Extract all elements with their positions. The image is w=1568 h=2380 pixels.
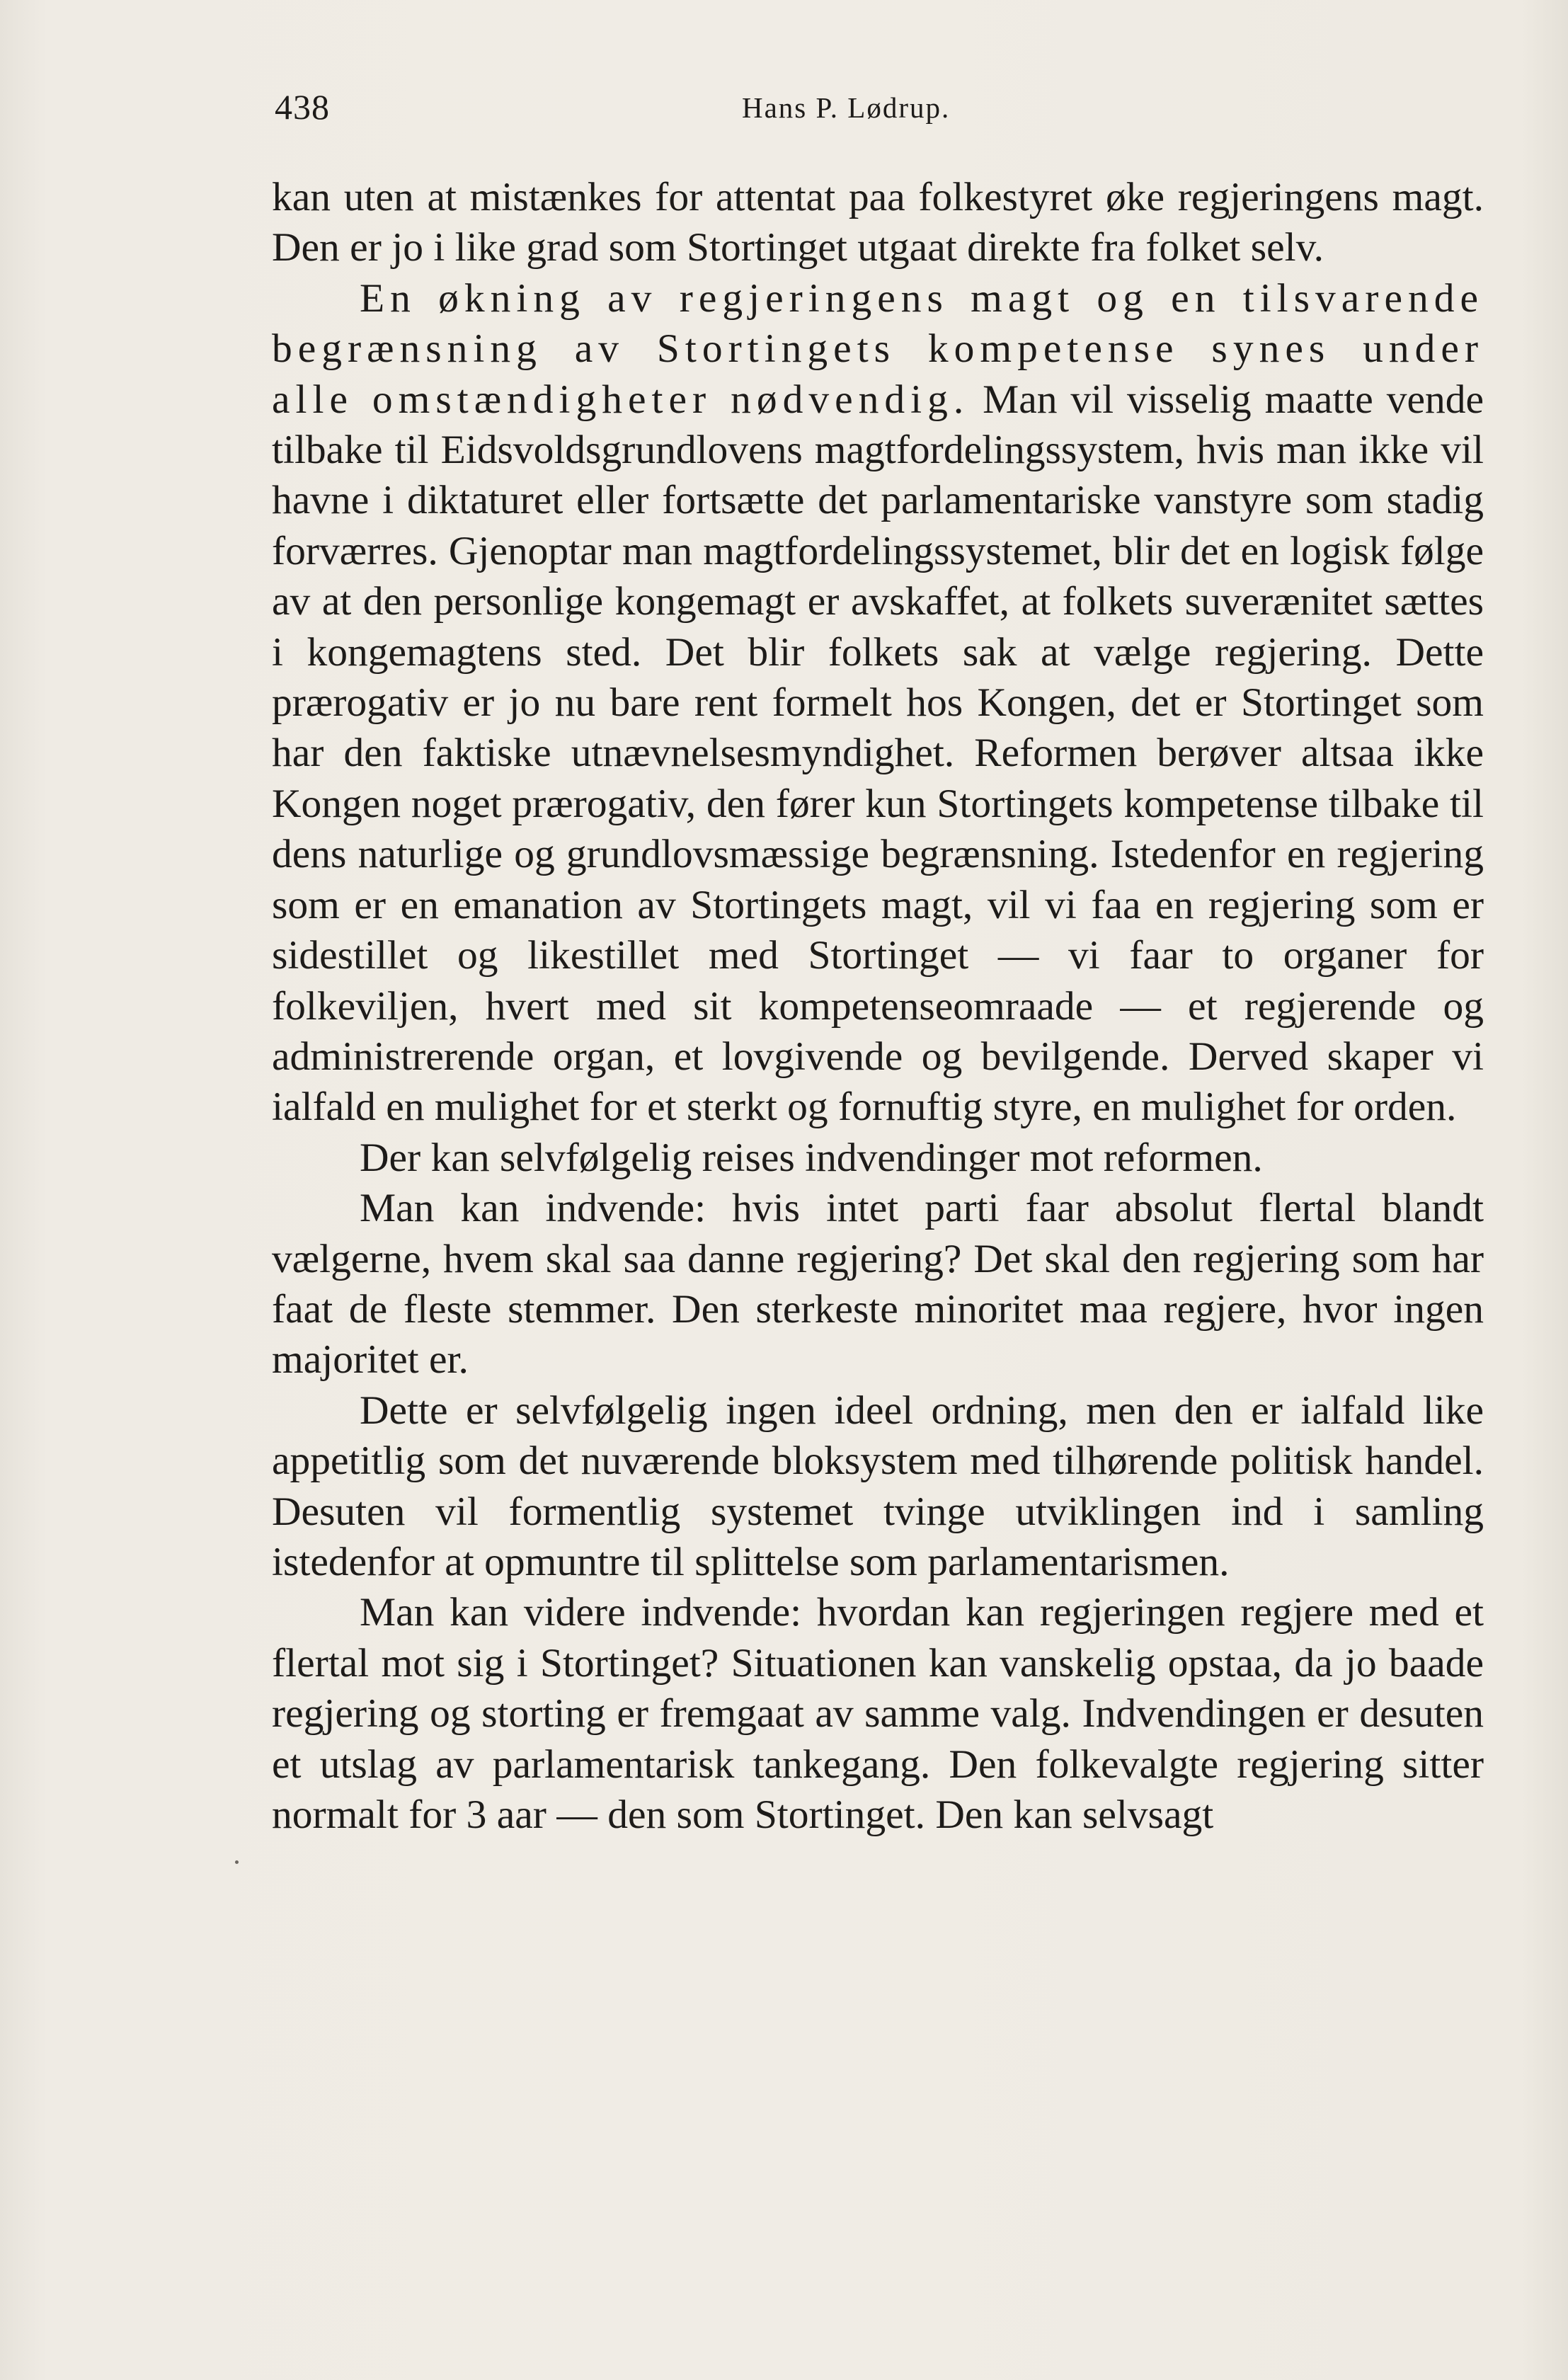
body-text (272, 172, 1484, 1840)
spaced-emphasis: En økning av regjeringens magt og en tilsvarende begrænsning av Stortingets kompetense synes under alle omstændigheter nødvendig. (272, 275, 1484, 422)
paragraph: Dette er selvfølgelig ingen ideel ordning, men den er ialfald like appetitlig som det nuværende bloksystem med tilhørende politisk handel. Desuten vil formentlig systemet tvinge utviklingen ind i samling istedenfor at opmuntre til splittelse som parlamentarismen. (272, 1388, 1484, 1584)
paragraph-continuation: Man vil visselig maatte vende tilbake til Eidsvoldsgrundlovens magtfordelingssystem, hvis man ikke vil havne i diktaturet eller fortsætte det parlamentariske vanstyre som stadig forværres. Gjenoptar man magtfordelingssystemet, blir det en logisk følge av at den personlige kongemagt er avskaffet, at folkets suverænitet sættes i kongemagtens sted. Det blir folkets sak at vælge regjering. Dette prærogativ er jo nu bare rent formelt hos Kongen, det er Stortinget som har den faktiske utnævnelsesmyndighet. Reformen berøver altsaa ikke Kongen noget prærogativ, den fører kun Stortingets kompetense tilbake til dens naturlige og grundlovsmæssige begrænsning. Istedenfor en regjering som er en emanation av Stortingets magt, vil vi faa en regjering som er sidestillet og likestillet med Stortinget — vi faar to organer for folkeviljen, hvert med sit kompetenseomraade — et regjerende og administrerende organ, et lovgivende og bevilgende. Derved skaper vi ialfald en mulighet for et sterkt og fornuftig styre, en mulighet for orden. (272, 377, 1484, 1130)
running-title: Hans P. Lødrup. (742, 91, 951, 124)
paragraph: kan uten at mistænkes for attentat paa folkestyret øke regjeringens magt. Den er jo i like grad som Stortinget utgaat direkte fra folket selv. (272, 175, 1484, 270)
running-head (275, 86, 1484, 143)
paragraph: Der kan selvfølgelig reises indvendinger mot reformen. (360, 1135, 1263, 1180)
page-number: 438 (275, 87, 330, 127)
margin-dot (235, 1860, 239, 1864)
paragraph: Man kan videre indvende: hvordan kan regjeringen regjere med et flertal mot sig i Stortinget? Situationen kan vanskelig opstaa, da jo baade regjering og storting er fremgaat av samme valg. Indvendingen er desuten et utslag av parlamentarisk tankegang. Den folkevalgte regjering sitter normalt for 3 aar — den som Stortinget. Den kan selvsagt (272, 1590, 1484, 1837)
paragraph: Man kan indvende: hvis intet parti faar absolut flertal blandt vælgerne, hvem skal saa danne regjering? Det skal den regjering som har faat de fleste stemmer. Den sterkeste minoritet maa regjere, hvor ingen majoritet er. (272, 1186, 1484, 1383)
paragraph (272, 273, 1484, 1133)
